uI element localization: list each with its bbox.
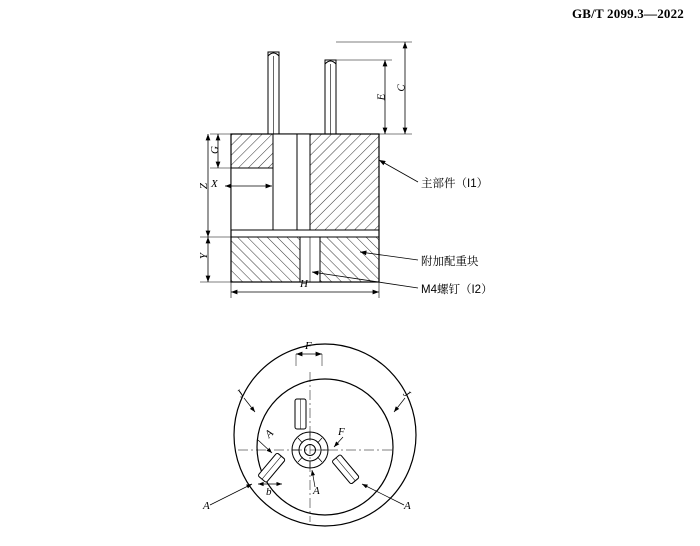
callout-main-part: 主部件（I1） bbox=[421, 178, 489, 190]
pin-left bbox=[268, 52, 279, 134]
dim-label-J-right: J bbox=[400, 388, 413, 400]
pin-boss-top bbox=[295, 399, 306, 429]
dim-label-Y: Y bbox=[198, 252, 211, 260]
pin-boss-lower-right bbox=[332, 454, 360, 484]
leader-J-left bbox=[244, 398, 255, 412]
dim-label-A-upper-left: A bbox=[262, 427, 276, 441]
dim-label-A-lower-left: A bbox=[203, 500, 210, 512]
leader-main-part bbox=[379, 160, 418, 182]
top-elevation-view bbox=[200, 42, 418, 298]
dim-label-X: X bbox=[211, 178, 218, 190]
leader-A-lower-right bbox=[362, 484, 404, 505]
dim-label-E: E bbox=[375, 93, 388, 101]
callout-m4-screw: M4螺钉（I2） bbox=[421, 284, 493, 296]
leader-F-right bbox=[334, 437, 343, 447]
callout-extra-weight: 附加配重块 bbox=[421, 256, 479, 268]
dim-label-J-left: J bbox=[234, 388, 247, 400]
leader-A-upper-left bbox=[258, 440, 272, 453]
dim-label-F-top: F bbox=[305, 340, 312, 352]
dim-label-C: C bbox=[395, 84, 408, 92]
dim-label-b: b bbox=[266, 486, 272, 498]
pin-right bbox=[325, 60, 336, 134]
bottom-plan-view bbox=[210, 344, 416, 526]
dim-label-A-center: A bbox=[313, 485, 320, 497]
dim-label-F-right: F bbox=[338, 426, 345, 438]
dim-label-H: H bbox=[300, 278, 308, 290]
dim-label-Z: Z bbox=[198, 182, 211, 190]
leader-A-lower-left bbox=[210, 484, 252, 505]
standard-code-header: GB/T 2099.3—2022 bbox=[571, 6, 684, 21]
dimension-Y bbox=[200, 237, 231, 282]
dim-label-G: G bbox=[208, 146, 221, 154]
dimension-F-top bbox=[296, 354, 322, 366]
dim-label-A-lower-right: A bbox=[404, 500, 411, 512]
pin-boss-lower-left bbox=[258, 453, 286, 483]
